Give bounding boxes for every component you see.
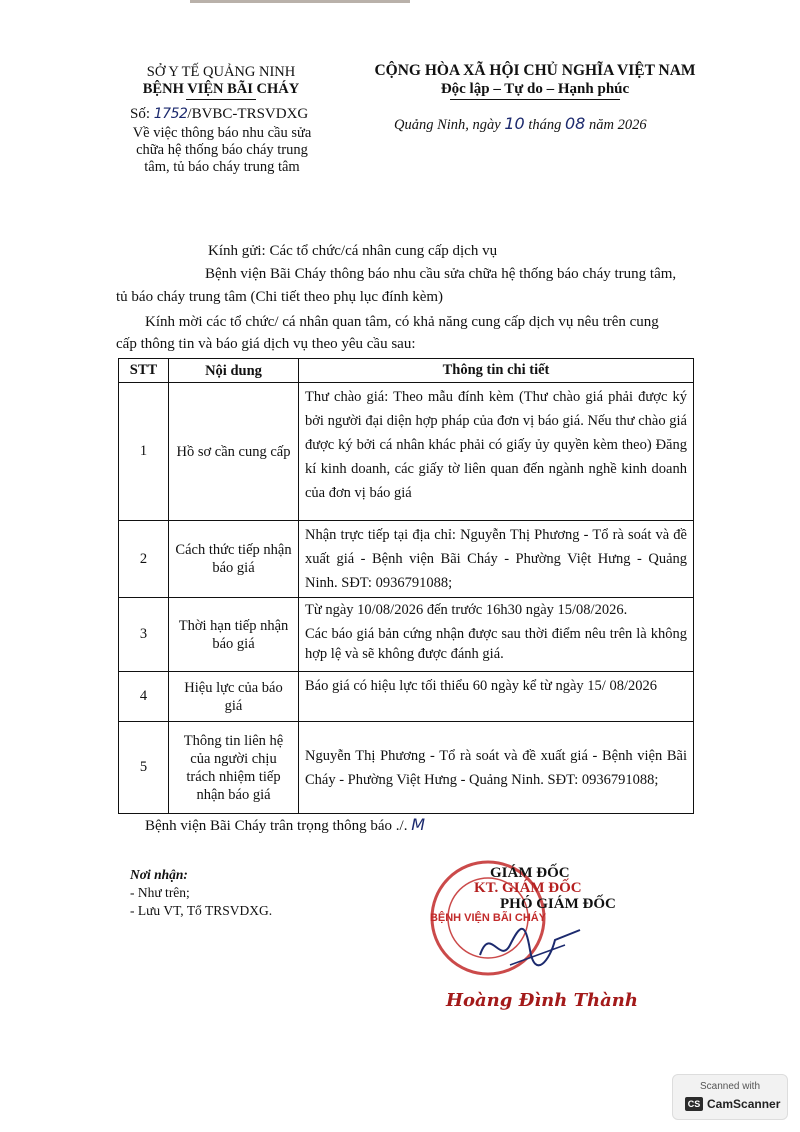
cell-stt: 4 <box>119 672 169 722</box>
signer-title-3: PHÓ GIÁM ĐỐC <box>500 896 616 912</box>
national-header <box>345 62 725 100</box>
watermark-line2: CamScanner <box>707 1097 781 1111</box>
cell-chi-tiet: Thư chào giá: Theo mẫu đính kèm (Thư chào giá phải được ký bởi người đại diện hợp pháp của đơn vị báo giá. Nếu thư chào giá được ký bởi cá nhân khác phải có giấy ủy quyền kèm theo) Đăng kí kinh doanh, các giấy tờ liên quan đến ngành nghề kinh doanh của đơn vị báo giá <box>299 383 694 521</box>
handwritten-day: 10 <box>504 114 525 133</box>
intro-line-2: tủ báo cháy trung tâm (Chi tiết theo phụ lục đính kèm) <box>116 289 444 305</box>
cell-chi-tiet-note: Các báo giá bản cứng nhận được sau thời điểm nêu trên là không hợp lệ và sẽ không được đánh giá. <box>305 626 687 662</box>
cell-chi-tiet-group <box>299 598 694 672</box>
document-date: Quảng Ninh, ngày 10 tháng 08 năm 2026 <box>394 114 647 133</box>
table-header-row <box>119 359 694 383</box>
signer-title-1: GIÁM ĐỐC <box>490 865 570 881</box>
handwritten-month: 08 <box>565 114 586 133</box>
handwritten-initial: M <box>411 815 426 834</box>
cell-noi-dung: Cách thức tiếp nhận báo giá <box>169 521 299 598</box>
cell-stt: 3 <box>119 598 169 672</box>
cell-chi-tiet: Từ ngày 10/08/2026 đến trước 16h30 ngày 15/08/2026. <box>305 602 628 618</box>
stamp-text: BỆNH VIỆN BÃI CHÁY <box>429 912 547 924</box>
cell-chi-tiet: Nhận trực tiếp tại địa chỉ: Nguyễn Thị Phương - Tổ rà soát và đề xuất giá - Bệnh viện Bãi Cháy - Phường Việt Hưng - Quảng Ninh. SĐT: 0936791088; <box>299 521 694 598</box>
national-motto: Độc lập – Tự do – Hạnh phúc <box>440 81 630 97</box>
invite-line-1: Kính mời các tổ chức/ cá nhân quan tâm, có khả năng cung cấp dịch vụ nêu trên cung <box>145 314 659 330</box>
table-row <box>119 672 694 722</box>
col-header-stt: STT <box>119 359 169 383</box>
cell-stt: 5 <box>119 722 169 814</box>
issuer-underline <box>186 99 256 100</box>
cell-stt: 1 <box>119 383 169 521</box>
cell-stt: 2 <box>119 521 169 598</box>
recipient-item: - Như trên; <box>130 885 190 900</box>
cell-noi-dung: Hiệu lực của báo giá <box>169 672 299 722</box>
handwritten-number: 1752 <box>153 106 188 122</box>
col-header-noi-dung: Nội dung <box>169 359 299 383</box>
cell-noi-dung: Hồ sơ cần cung cấp <box>169 383 299 521</box>
intro-line-1: Bệnh viện Bãi Cháy thông báo nhu cầu sửa chữa hệ thống báo cháy trung tâm, <box>205 266 677 282</box>
camscanner-logo-icon: CS <box>685 1097 703 1111</box>
signer-name: Hoàng Đình Thành <box>446 990 638 1011</box>
table-row <box>119 598 694 672</box>
document-subject: Về việc thông báo nhu cầu sửa chữa hệ thống báo cháy trung tâm, tủ báo cháy trung tâm <box>132 125 312 175</box>
cell-chi-tiet: Báo giá có hiệu lực tối thiểu 60 ngày kể từ ngày 15/ 08/2026 <box>299 672 694 722</box>
camscanner-watermark <box>672 1074 788 1120</box>
col-header-chi-tiet: Thông tin chi tiết <box>299 359 694 383</box>
watermark-line1: Scanned with <box>699 1081 761 1092</box>
table-row <box>119 383 694 521</box>
motto-underline <box>450 99 620 100</box>
invite-line-2: cấp thông tin và báo giá dịch vụ theo yêu cầu sau: <box>116 336 416 352</box>
scan-edge-mark <box>190 0 410 3</box>
issuer-name: BỆNH VIỆN BÃI CHÁY <box>142 81 300 97</box>
cell-noi-dung: Thời hạn tiếp nhận báo giá <box>169 598 299 672</box>
recipient-item: - Lưu VT, Tổ TRSVDXG. <box>130 903 273 918</box>
table-row <box>119 521 694 598</box>
signer-title-2: KT. GIÁM ĐỐC <box>474 880 582 896</box>
table-row <box>119 722 694 814</box>
recipients-title: Nơi nhận: <box>130 867 188 882</box>
signature-scribble-icon <box>470 915 590 975</box>
cell-noi-dung: Thông tin liên hệ của người chịu trách nhiệm tiếp nhận báo giá <box>169 722 299 814</box>
recipients-block <box>130 866 272 920</box>
issuer-block <box>112 64 330 102</box>
issuer-parent: SỞ Y TẾ QUẢNG NINH <box>146 64 296 80</box>
recipient-line: Kính gửi: Các tổ chức/cá nhân cung cấp dịch vụ <box>208 243 498 259</box>
national-title: CỘNG HÒA XÃ HỘI CHỦ NGHĨA VIỆT NAM <box>374 62 696 79</box>
requirements-table <box>118 358 694 814</box>
closing-line: Bệnh viện Bãi Cháy trân trọng thông báo ./. M <box>145 815 426 834</box>
document-number: Số: 1752/BVBC-TRSVDXG <box>130 106 309 122</box>
cell-chi-tiet: Nguyễn Thị Phương - Tổ rà soát và đề xuất giá - Bệnh viện Bãi Cháy - Phường Việt Hưng - Quảng Ninh. SĐT: 0936791088; <box>299 722 694 814</box>
